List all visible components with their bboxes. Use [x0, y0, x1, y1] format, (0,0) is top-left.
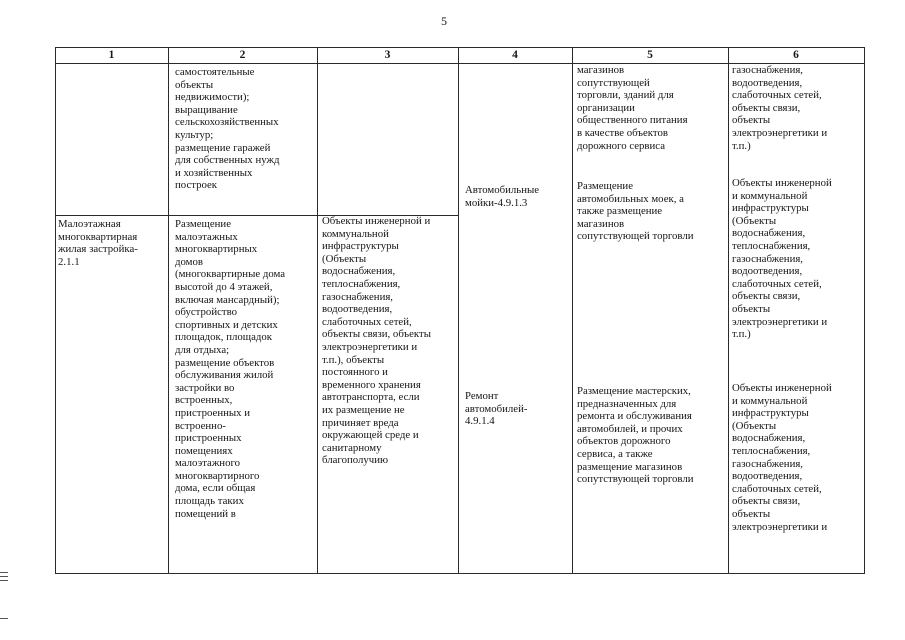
cell-text-line: сельскохозяйственных — [175, 116, 279, 129]
cell-text-line: объекты связи, — [732, 495, 801, 508]
cell-text-line: построек — [175, 179, 218, 192]
column-header-1: 1 — [108, 49, 115, 61]
cell-text-line: сопутствующей торговли — [577, 230, 694, 243]
cell-text-line: самостоятельные — [175, 66, 255, 78]
cell-text-line: дома, если общая — [175, 482, 256, 495]
cell-text-line: теплоснабжения, — [732, 239, 811, 252]
cell-text-line: многоквартирная — [58, 230, 138, 243]
page-number: 5 — [441, 14, 447, 28]
cell-text-line: для отдыха; — [175, 343, 230, 356]
cell-text-line: газоснабжения, — [732, 64, 804, 76]
cell-text-line: недвижимости); — [175, 91, 250, 104]
scan-margin-mark — [0, 572, 8, 622]
column-header-6: 6 — [793, 49, 799, 61]
cell-text-line: и хозяйственных — [175, 166, 253, 179]
cell-text-line: объектов дорожного — [577, 435, 671, 448]
cell-text-line: Размещение — [577, 180, 633, 192]
cell-text-line: санитарному — [322, 441, 382, 454]
column-header-4: 4 — [512, 49, 518, 61]
cell-text-line: сопутствующей — [577, 76, 650, 89]
cell-text-line: малоэтажного — [175, 457, 241, 470]
cell-text-line: размещение гаражей — [175, 141, 271, 154]
cell-text-line: слаботочных сетей, — [732, 89, 822, 102]
cell-text-line: объекты связи, объекты — [322, 328, 432, 341]
cell-text-line: Размещение мастерских, — [577, 385, 691, 397]
cell-text-line: жилая застройка- — [58, 243, 138, 256]
use-code-car-wash — [465, 184, 539, 209]
cell-text-line: т.п.) — [732, 139, 751, 152]
cell-text-line: электроэнергетики и — [732, 126, 828, 139]
infrastructure-objects-car-wash — [732, 177, 832, 341]
cell-text-line: Объекты инженерной — [732, 177, 832, 189]
cell-text-line: помещений в — [175, 507, 236, 520]
cell-text-line: слаботочных сетей, — [732, 482, 822, 495]
cell-text-line: электроэнергетики и — [732, 520, 828, 533]
cell-text-line: (многоквартирные дома — [175, 268, 286, 281]
cell-text-line: малоэтажных — [175, 230, 238, 243]
cell-text-line: мойки-4.9.1.3 — [465, 196, 528, 209]
cell-text-line: сопутствующей торговли — [577, 473, 694, 486]
cell-text-line: спортивных и детских — [175, 318, 278, 331]
cell-text-line: газоснабжения, — [322, 290, 394, 303]
cell-text-line: площадок, площадок — [175, 331, 273, 344]
cell-text-line: помещениях — [175, 444, 233, 457]
cell-text-line: (Объекты — [732, 419, 777, 432]
cell-text-line: пристроенных и — [175, 406, 251, 419]
cell-text-line: Объекты инженерной и — [322, 215, 431, 227]
cell-text-line: слаботочных сетей, — [322, 315, 412, 328]
cell-text-line: т.п.), объекты — [322, 353, 385, 366]
cell-text-line: окружающей среде и — [322, 429, 419, 442]
cell-text-line: теплоснабжения, — [322, 277, 401, 290]
cell-text-line: инфраструктуры — [732, 202, 809, 215]
cell-text-line: 2.1.1 — [58, 255, 80, 268]
cell-text-line: встроенно- — [175, 419, 226, 432]
cell-text-line: включая мансардный); — [175, 293, 280, 306]
cell-text-line: причиняет вреда — [322, 416, 399, 429]
cell-text-line: водоснабжения, — [322, 265, 396, 278]
permitted-use-description-continued — [175, 66, 279, 192]
cell-text-line: Автомобильные — [465, 184, 540, 196]
cell-text-line: и коммунальной — [732, 394, 808, 407]
cell-text-line: встроенных, — [175, 394, 233, 407]
cell-text-line: газоснабжения, — [732, 457, 804, 470]
cell-text-line: размещение объектов — [175, 356, 275, 369]
column-header-3: 3 — [384, 49, 391, 61]
land-use-table — [55, 47, 865, 574]
cell-text-line: культур; — [175, 128, 214, 141]
cell-text-line: газоснабжения, — [732, 252, 804, 265]
cell-text-line: объекты — [175, 78, 214, 91]
cell-text-line: инфраструктуры — [732, 407, 809, 420]
cell-text-line: Ремонт — [465, 390, 499, 402]
cell-text-line: Размещение — [175, 218, 231, 230]
cell-text-line: 4.9.1.4 — [465, 415, 495, 428]
cell-text-line: домов — [175, 255, 204, 268]
cell-text-line: многоквартирных — [175, 243, 258, 256]
infrastructure-objects-car-repair — [732, 382, 832, 533]
cell-text-line: высотой до 4 этажей, — [175, 280, 273, 293]
cell-text-line: инфраструктуры — [322, 240, 399, 253]
cell-text-line: автотранспорта, если — [322, 391, 420, 404]
auxiliary-objects-cell — [322, 215, 431, 467]
cell-text-line: коммунальной — [322, 227, 389, 240]
cell-text-line: автомобилей- — [465, 402, 528, 415]
cell-text-line: и коммунальной — [732, 189, 808, 202]
cell-text-line: водоотведения, — [732, 265, 803, 278]
cell-text-line: временного хранения — [322, 378, 421, 391]
cell-text-line: Объекты инженерной — [732, 382, 832, 394]
cell-text-line: теплоснабжения, — [732, 444, 811, 457]
land-use-type-cell — [58, 218, 138, 268]
cell-text-line: многоквартирного — [175, 469, 260, 482]
cell-text-line: для собственных нужд — [175, 154, 280, 167]
cell-text-line: автомобилей, и прочих — [577, 422, 683, 435]
car-repair-description — [577, 385, 694, 486]
cell-text-line: общественного питания — [577, 114, 688, 127]
cell-text-line: размещение магазинов — [577, 460, 683, 473]
cell-text-line: объекты — [732, 302, 771, 315]
cell-text-line: водоотведения, — [322, 303, 393, 316]
cell-text-line: магазинов — [577, 64, 625, 76]
cell-text-line: магазинов — [577, 217, 625, 230]
cell-text-line: водоснабжения, — [732, 227, 806, 240]
permitted-use-description — [175, 218, 285, 520]
cell-text-line: (Объекты — [322, 252, 367, 265]
cell-text-line: объекты — [732, 507, 771, 520]
infrastructure-objects-continued — [732, 64, 827, 152]
cell-text-line: выращивание — [175, 103, 238, 116]
cell-text-line: водоснабжения, — [732, 432, 806, 445]
cell-text-line: дорожного сервиса — [577, 139, 666, 152]
cell-text-line: электроэнергетики и — [732, 315, 828, 328]
cell-text-line: также размещение — [577, 205, 663, 218]
car-wash-description — [577, 180, 694, 243]
cell-text-line: обслуживания жилой — [175, 369, 274, 382]
cell-text-line: их размещение не — [322, 403, 405, 416]
cell-text-line: объекты связи, — [732, 290, 801, 303]
cell-text-line: автомобильных моек, а — [577, 192, 684, 205]
cell-text-line: объекты связи, — [732, 101, 801, 114]
cell-text-line: ремонта и обслуживания — [577, 410, 692, 423]
cell-text-line: организации — [577, 101, 635, 114]
cell-text-line: (Объекты — [732, 214, 777, 227]
cell-text-line: площадь таких — [175, 495, 244, 508]
use-code-car-repair — [465, 390, 527, 428]
cell-text-line: постоянного и — [322, 366, 388, 379]
cell-text-line: пристроенных — [175, 432, 242, 445]
cell-text-line: Малоэтажная — [58, 218, 121, 230]
roadside-service-description-continued — [577, 64, 688, 152]
column-header-5: 5 — [647, 49, 653, 61]
cell-text-line: застройки во — [175, 381, 235, 394]
cell-text-line: электроэнергетики и — [322, 340, 418, 353]
cell-text-line: благополучию — [322, 454, 389, 467]
column-header-2: 2 — [239, 49, 246, 61]
cell-text-line: водоотведения, — [732, 76, 803, 89]
cell-text-line: в качестве объектов — [577, 126, 668, 139]
cell-text-line: слаботочных сетей, — [732, 277, 822, 290]
cell-text-line: торговли, зданий для — [577, 89, 674, 102]
cell-text-line: т.п.) — [732, 328, 751, 341]
cell-text-line: водоотведения, — [732, 470, 803, 483]
cell-text-line: объекты — [732, 114, 771, 127]
cell-text-line: обустройство — [175, 306, 238, 319]
cell-text-line: сервиса, а также — [577, 447, 653, 460]
cell-text-line: предназначенных для — [577, 397, 677, 410]
